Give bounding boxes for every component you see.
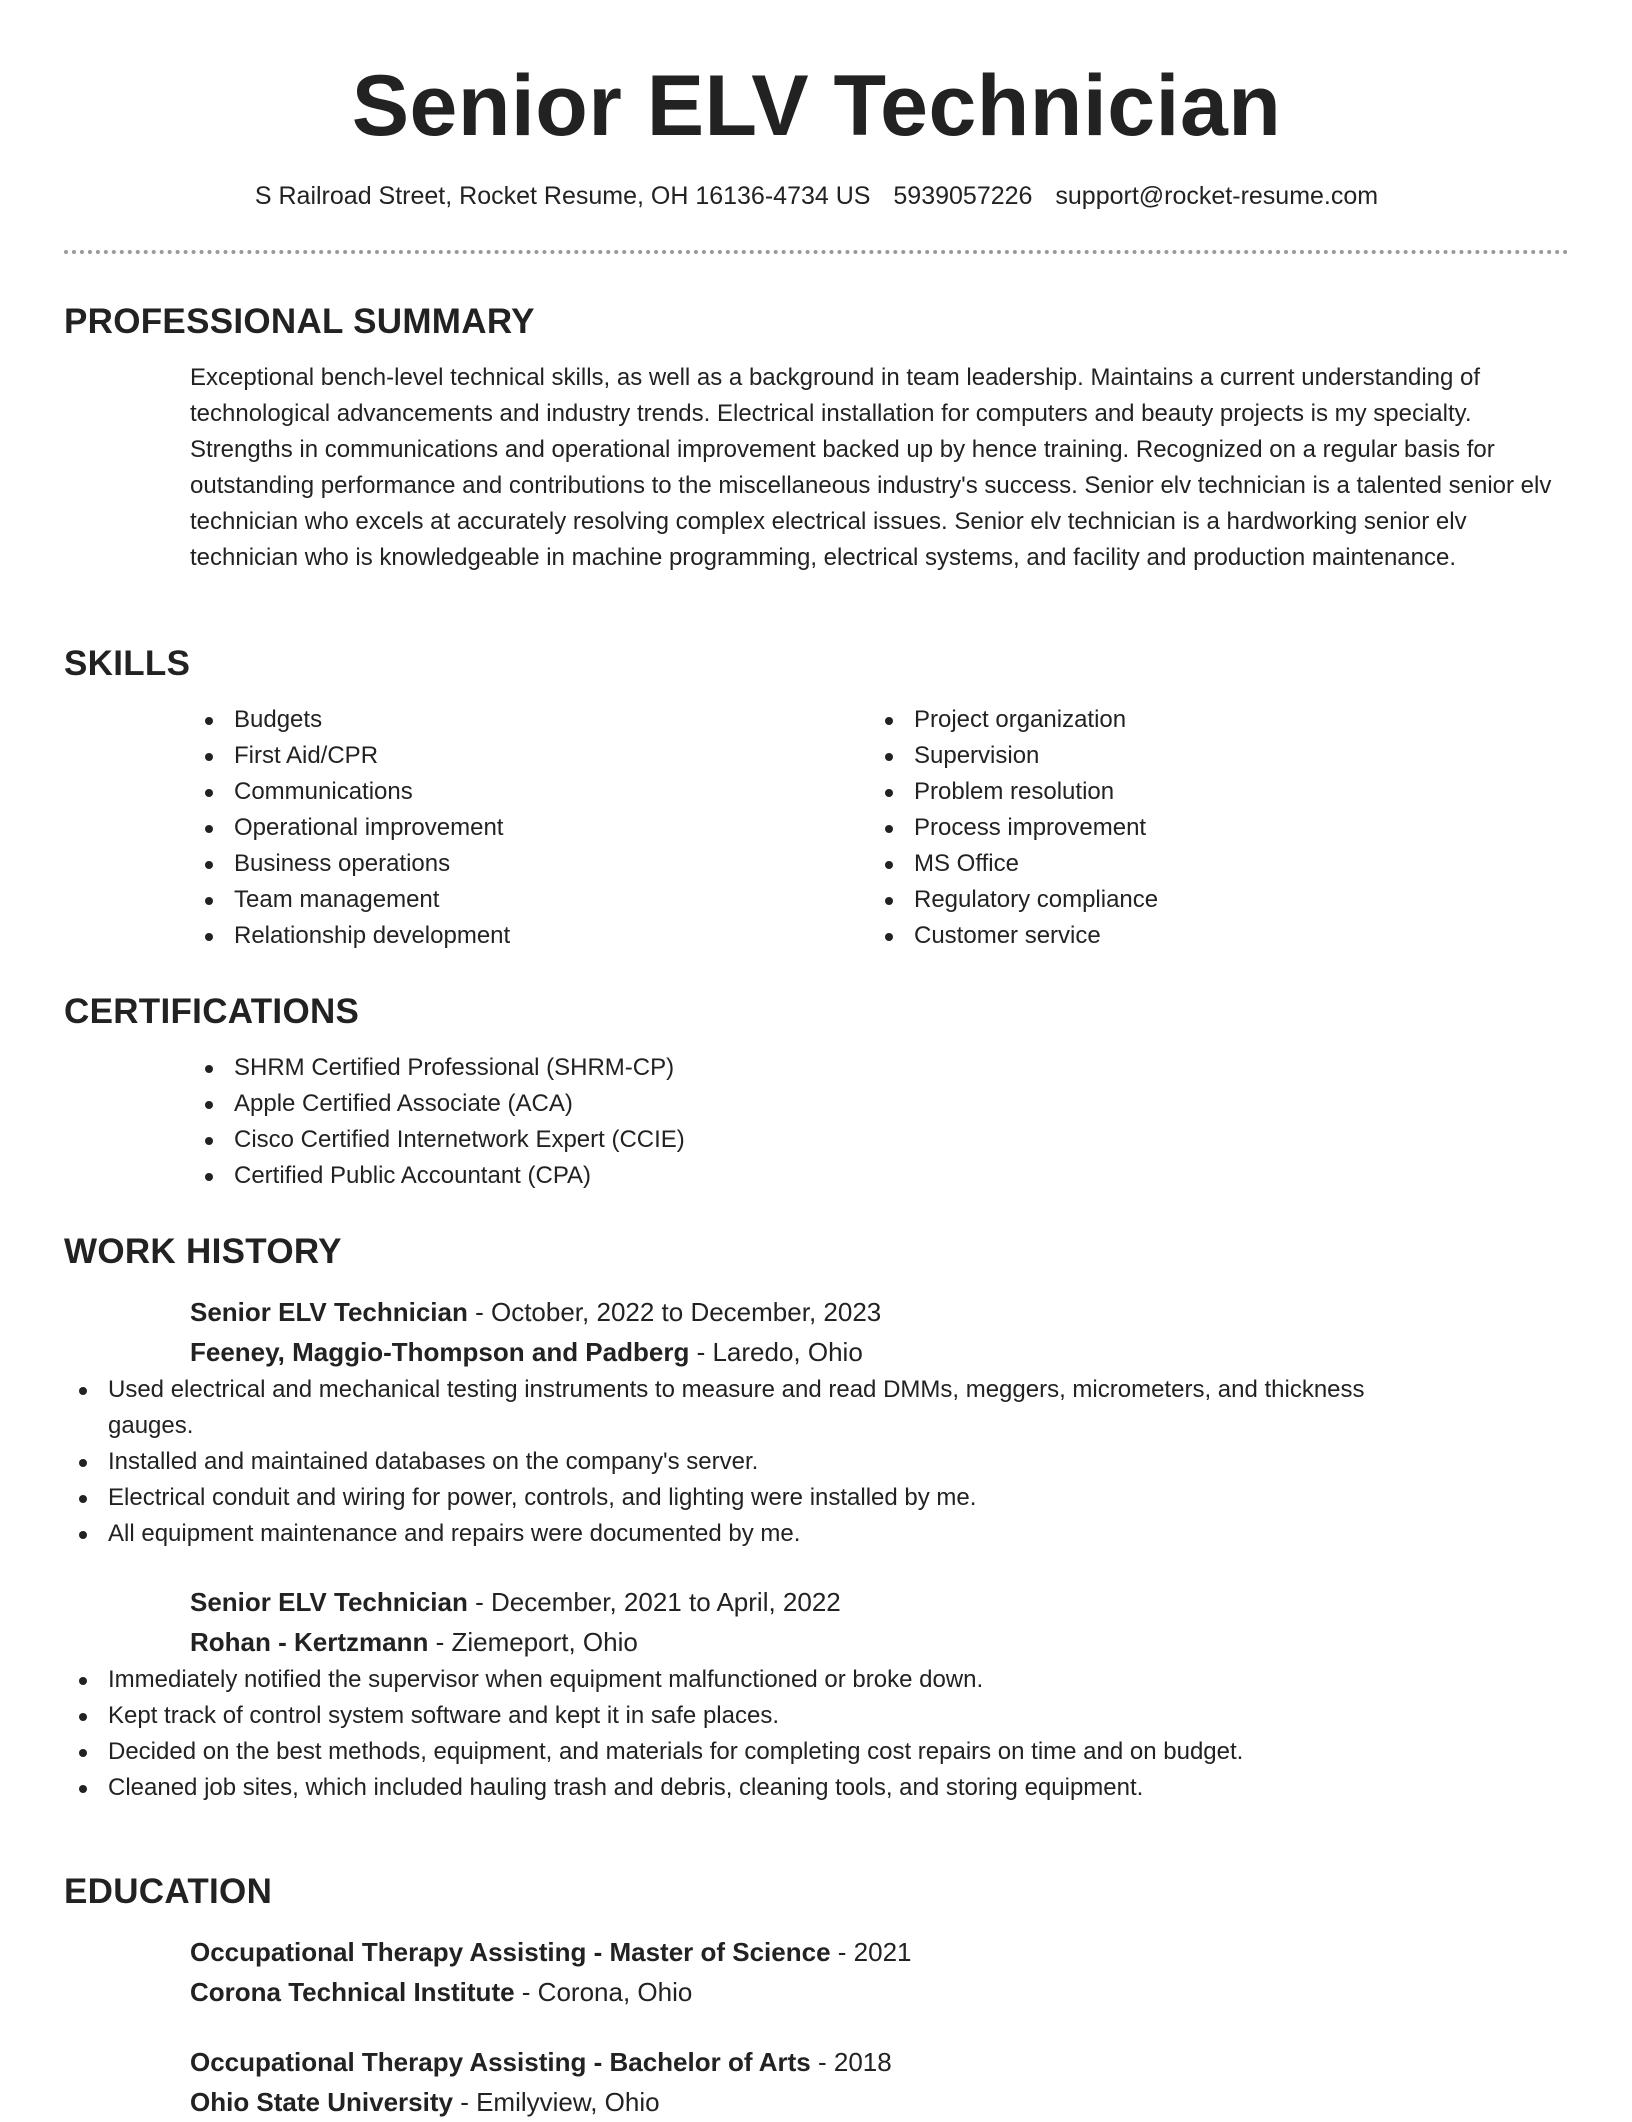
list-item: Decided on the best methods, equipment, and materials for completing cost repairs on time and on budget.	[64, 1734, 1444, 1770]
contact-email: support@rocket-resume.com	[1055, 182, 1379, 210]
education-school: Ohio State University	[190, 2087, 453, 2117]
header-divider	[64, 250, 1569, 254]
job-company-line	[190, 1622, 1569, 1662]
education-entry	[190, 1932, 1569, 2012]
education-degree: Occupational Therapy Assisting - Master of Science	[190, 1937, 831, 1967]
job-title-line	[190, 1292, 1569, 1332]
list-item: All equipment maintenance and repairs were documented by me.	[64, 1516, 1444, 1552]
work-heading: WORK HISTORY	[64, 1232, 342, 1271]
list-item: Communications	[190, 774, 870, 810]
job-role: Senior ELV Technician	[190, 1297, 468, 1327]
list-item: Cisco Certified Internetwork Expert (CCIE)	[190, 1122, 1569, 1158]
education-year: - 2018	[810, 2047, 892, 2077]
list-item: Budgets	[190, 702, 870, 738]
skills-section	[64, 642, 1569, 954]
job-entry	[190, 1582, 1569, 1662]
list-item: Project organization	[870, 702, 1550, 738]
job-dates: - October, 2022 to December, 2023	[467, 1297, 882, 1327]
list-item: Used electrical and mechanical testing instruments to measure and read DMMs, meggers, micrometers, and thickness gauges.	[64, 1372, 1444, 1444]
summary-text: Exceptional bench-level technical skills, as well as a background in team leadership. Maintains a current understanding of technological advancements and industry trends. Electrical installation for computers and beauty projects is my specialty. Strengths in communications and operational improvement backed up by hence training. Recognized on a regular basis for outstanding performance and contributions to the miscellaneous industry's success. Senior elv technician is a talented senior elv technician who excels at accurately resolving complex electrical issues. Senior elv technician is a hardworking senior elv technician who is knowledgeable in machine programming, electrical systems, and facility and production maintenance.	[190, 364, 1552, 571]
list-item: Process improvement	[870, 810, 1550, 846]
skills-list-right	[870, 702, 1550, 954]
education-school: Corona Technical Institute	[190, 1977, 515, 2007]
education-year: - 2021	[830, 1937, 912, 1967]
education-degree-line	[190, 1932, 1569, 1972]
job-bullets	[64, 1662, 1444, 1806]
list-item: Immediately notified the supervisor when equipment malfunctioned or broke down.	[64, 1662, 1444, 1698]
education-location: - Emilyview, Ohio	[452, 2087, 660, 2117]
list-item: Cleaned job sites, which included hauling trash and debris, cleaning tools, and storing equipment.	[64, 1770, 1444, 1806]
list-item: SHRM Certified Professional (SHRM-CP)	[190, 1050, 1569, 1086]
certifications-list	[190, 1050, 1569, 1194]
skills-list-left	[190, 702, 870, 954]
list-item: First Aid/CPR	[190, 738, 870, 774]
job-dates: - December, 2021 to April, 2022	[467, 1587, 841, 1617]
job-location: - Ziemeport, Ohio	[428, 1627, 638, 1657]
list-item: Business operations	[190, 846, 870, 882]
list-item: Kept track of control system software and kept it in safe places.	[64, 1698, 1444, 1734]
education-degree-line	[190, 2042, 1569, 2082]
certifications-heading: CERTIFICATIONS	[64, 992, 360, 1031]
education-section	[64, 1870, 1569, 2122]
job-company: Feeney, Maggio-Thompson and Padberg	[190, 1337, 690, 1367]
list-item: Apple Certified Associate (ACA)	[190, 1086, 1569, 1122]
resume-page	[64, 0, 1569, 2117]
job-entry	[190, 1292, 1569, 1372]
list-item: Supervision	[870, 738, 1550, 774]
education-school-line	[190, 1972, 1569, 2012]
job-location: - Laredo, Ohio	[689, 1337, 863, 1367]
education-degree: Occupational Therapy Assisting - Bachelor of Arts	[190, 2047, 811, 2077]
list-item: Customer service	[870, 918, 1550, 954]
list-item: Installed and maintained databases on the company's server.	[64, 1444, 1444, 1480]
skills-columns	[190, 702, 1570, 954]
contact-address: S Railroad Street, Rocket Resume, OH 16136-4734 US	[254, 182, 871, 210]
education-school-line	[190, 2082, 1569, 2122]
list-item: MS Office	[870, 846, 1550, 882]
list-item: Relationship development	[190, 918, 870, 954]
job-company-line	[190, 1332, 1569, 1372]
job-bullets	[64, 1372, 1444, 1552]
contact-line	[64, 180, 1569, 212]
list-item: Regulatory compliance	[870, 882, 1550, 918]
list-item: Operational improvement	[190, 810, 870, 846]
education-heading: EDUCATION	[64, 1872, 273, 1911]
skills-heading: SKILLS	[64, 644, 191, 683]
list-item: Problem resolution	[870, 774, 1550, 810]
summary-heading: PROFESSIONAL SUMMARY	[64, 302, 535, 341]
work-section	[64, 1230, 1569, 1806]
list-item: Electrical conduit and wiring for power, controls, and lighting were installed by me.	[64, 1480, 1444, 1516]
education-location: - Corona, Ohio	[514, 1977, 693, 2007]
job-role: Senior ELV Technician	[190, 1587, 468, 1617]
job-title-line	[190, 1582, 1569, 1622]
education-entry	[190, 2042, 1569, 2122]
resume-name: Senior ELV Technician	[351, 58, 1282, 154]
certifications-section	[64, 990, 1569, 1194]
list-item: Team management	[190, 882, 870, 918]
job-company: Rohan - Kertzmann	[190, 1627, 429, 1657]
list-item: Certified Public Accountant (CPA)	[190, 1158, 1569, 1194]
summary-section	[64, 300, 1569, 576]
contact-phone: 5939057226	[893, 182, 1033, 210]
